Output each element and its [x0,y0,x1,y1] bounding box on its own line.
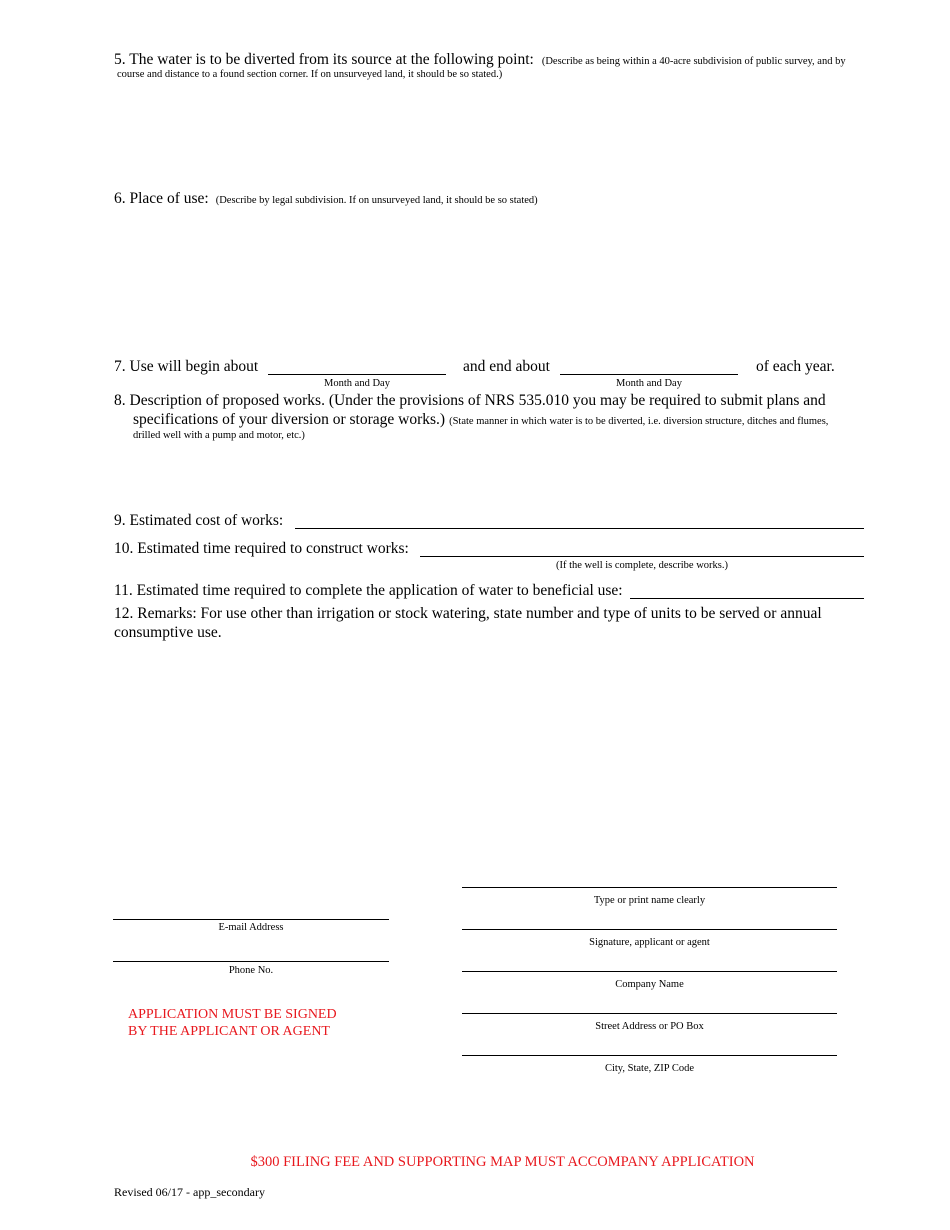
begin-date-caption: Month and Day [324,378,390,389]
end-date-caption: Month and Day [616,378,682,389]
print-name-label: Type or print name clearly [593,895,706,906]
phone-field[interactable] [113,961,389,962]
item-8-line1: 8. Description of proposed works. (Under the provisions of NRS 535.010 you may be required to submit plans and [114,392,826,409]
item-7-end-label: and end about [463,358,550,375]
item-10-label: 10. Estimated time required to construct works: [114,540,409,557]
begin-date-field[interactable] [268,374,446,375]
item-6 [114,190,538,208]
email-field[interactable] [113,919,389,920]
revision-footer: Revised 06/17 - app_secondary [114,1185,265,1199]
item-6-text: 6. Place of use: [114,190,209,207]
city-state-zip-field[interactable] [462,1055,837,1056]
street-label: Street Address or PO Box [595,1021,704,1032]
item-7-begin-label: 7. Use will begin about [114,358,259,375]
signature-label: Signature, applicant or agent [589,937,710,948]
item-9-label: 9. Estimated cost of works: [114,512,284,529]
fee-notice: $300 FILING FEE AND SUPPORTING MAP MUST ACCOMPANY APPLICATION [250,1154,755,1170]
signature-field[interactable] [462,929,837,930]
signature-warning-line1: APPLICATION MUST BE SIGNED [128,1007,337,1022]
construction-time-field[interactable] [420,556,864,557]
item-7-suffix: of each year. [756,358,835,375]
beneficial-use-time-field[interactable] [630,598,864,599]
construction-time-caption: (If the well is complete, describe works.) [555,560,729,571]
item-11-label: 11. Estimated time required to complete the application of water to beneficial use: [114,582,623,599]
city-state-zip-label: City, State, ZIP Code [604,1063,695,1074]
item-5-text: 5. The water is to be diverted from its source at the following point: [114,51,534,68]
item-12-line2: consumptive use. [114,624,222,641]
company-label: Company Name [615,979,684,990]
item-5 [114,51,846,69]
item-5-note-continued: course and distance to a found section corner. If on unsurveyed land, it should be so stated.) [117,69,503,80]
phone-label: Phone No. [228,965,274,976]
signature-warning [128,1006,337,1040]
item-8-line2 [133,411,828,429]
company-field[interactable] [462,971,837,972]
email-label: E-mail Address [218,922,284,933]
signature-warning-line2: BY THE APPLICANT OR AGENT [128,1024,330,1039]
item-8-text: specifications of your diversion or storage works.) [133,411,446,428]
item-5-note: (Describe as being within a 40-acre subdivision of public survey, and by [541,56,846,67]
item-12-line1: 12. Remarks: For use other than irrigation or stock watering, state number and type of units to be served or annual [114,605,822,622]
cost-of-works-field[interactable] [295,528,864,529]
print-name-field[interactable] [462,887,837,888]
item-6-note: (Describe by legal subdivision. If on unsurveyed land, it should be so stated) [215,195,538,206]
item-8-note: (State manner in which water is to be diverted, i.e. diversion structure, ditches and flumes, [449,416,829,427]
item-8-note-continued: drilled well with a pump and motor, etc.) [133,430,305,441]
street-field[interactable] [462,1013,837,1014]
end-date-field[interactable] [560,374,738,375]
